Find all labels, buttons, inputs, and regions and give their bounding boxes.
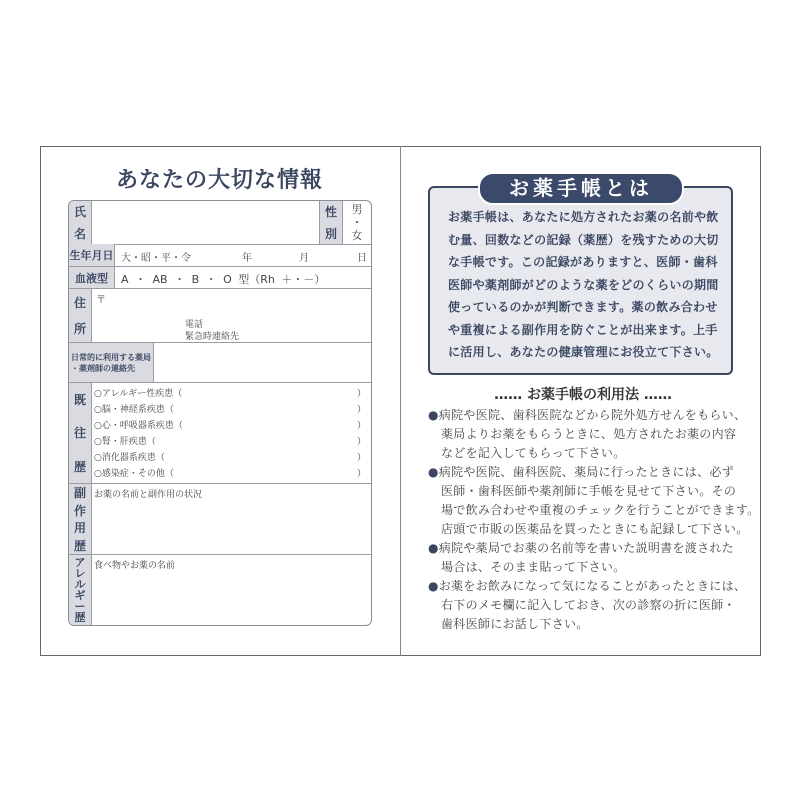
history-item: ○脳・神経系疾患（ — [94, 405, 174, 415]
sex-options[interactable]: 男 ・ 女 — [351, 203, 363, 242]
allergy-label: ア レ ル ギ ー 歴 — [69, 555, 92, 625]
pharmacy-label: 日常的に利用する薬局 ・薬剤師の連絡先 — [69, 343, 154, 382]
birthdate-row — [69, 244, 371, 267]
year-unit: 年 — [242, 253, 252, 264]
right-page-title: お薬手帳とは — [478, 172, 684, 205]
usage-line — [428, 406, 746, 423]
info-line: む量、回数などの記録（薬歴）を残すための大切 — [448, 232, 719, 247]
address-label: 住 所 — [69, 289, 92, 342]
birthdate-label: 生年月日 — [69, 244, 115, 266]
address-row — [69, 289, 371, 343]
era-options[interactable]: 大・昭・平・令 — [121, 253, 191, 264]
info-line: な手帳です。この記録がありますと、医師・歯科 — [448, 255, 718, 269]
usage-text: 右下のメモ欄に記入しておき、次の診察の折に医師・ — [441, 598, 736, 612]
usage-line — [428, 539, 734, 556]
bullet-icon: ● — [428, 541, 439, 555]
info-line: に活用し、あなたの健康管理にお役立て下さい。 — [448, 345, 719, 359]
left-page-title: あなたの大切な情報 — [115, 168, 323, 193]
usage-text: 場合は、そのまま貼って下さい。 — [441, 560, 626, 574]
page-divider — [400, 146, 401, 656]
blood-type-options[interactable]: A ・ AB ・ B ・ O 型（Rh ＋・－） — [121, 273, 326, 286]
usage-text: お薬をお飲みになって気になることがあったときには、 — [438, 579, 747, 593]
close-paren: ） — [357, 405, 367, 415]
pharmacy-row — [69, 343, 371, 383]
close-paren: ） — [357, 389, 367, 399]
phone-label: 電話 — [185, 320, 204, 330]
history-item: ○心・呼吸器系疾患（ — [94, 421, 183, 431]
name-label: 氏 名 — [69, 201, 92, 244]
usage-line — [441, 520, 749, 537]
close-paren: ） — [357, 469, 367, 479]
close-paren: ） — [357, 437, 367, 447]
usage-text: 薬局よりお薬をもらうときに、処方されたお薬の内容 — [441, 427, 737, 441]
name-row — [69, 201, 371, 245]
usage-title: …… お薬手帳の利用法 …… — [494, 387, 672, 403]
bullet-icon: ● — [428, 579, 439, 593]
blood-type-label: 血液型 — [69, 267, 115, 288]
bullet-icon: ● — [428, 465, 439, 479]
close-paren: ） — [357, 421, 367, 431]
info-line: お薬手帳は、あなたに処方されたお薬の名前や飲 — [448, 210, 719, 224]
side-effect-label: 副 作 用 歴 — [69, 484, 92, 554]
history-item: ○腎・肝疾患（ — [94, 437, 156, 447]
name-field[interactable] — [92, 201, 319, 244]
personal-info-form — [68, 200, 372, 626]
usage-line — [441, 596, 736, 613]
close-paren: ） — [357, 453, 367, 463]
info-line: 使っているのかが判断できます。薬の飲み合わせ — [448, 300, 718, 314]
usage-line — [441, 501, 759, 518]
usage-line — [441, 425, 736, 442]
bullet-icon: ● — [428, 408, 439, 422]
usage-line — [441, 615, 589, 632]
usage-text: 医師・歯科医師や薬剤師に手帳を見せて下さい。その — [441, 484, 737, 498]
usage-line — [428, 577, 746, 594]
about-notebook-box — [428, 186, 733, 375]
usage-text: 病院や医院、歯科医院、薬局に行ったときには、必ず — [438, 465, 734, 479]
info-line: 医師や薬剤師がどのような薬をどのくらいの期間 — [448, 277, 719, 292]
allergy-hint: 食べ物やお薬の名前 — [94, 561, 176, 571]
usage-line — [441, 444, 626, 461]
history-item: ○感染症・その他（ — [94, 469, 174, 479]
history-item: ○アレルギー性疾患（ — [94, 389, 183, 399]
side-effect-row — [69, 484, 371, 555]
usage-text: 場で飲み合わせや重複のチェックを行うことができます。 — [441, 503, 760, 517]
usage-line — [441, 482, 736, 499]
blood-type-row — [69, 267, 371, 289]
info-line: や重複による副作用を防ぐことが出来ます。上手 — [448, 322, 718, 337]
usage-text: 病院や医院、歯科医院などから院外処方せんをもらい、 — [438, 408, 747, 422]
usage-line — [428, 463, 734, 480]
day-unit: 日 — [357, 253, 367, 264]
medical-history-row — [69, 383, 371, 484]
usage-line — [441, 558, 626, 575]
allergy-row — [69, 555, 371, 625]
usage-text: 病院や薬局でお薬の名前等を書いた説明書を渡された — [438, 541, 734, 555]
emergency-contact-label: 緊急時連絡先 — [185, 332, 240, 342]
usage-text: 店頭で市販の医薬品を買ったときにも記録して下さい。 — [441, 522, 749, 536]
postal-mark: 〒 — [96, 295, 106, 306]
month-unit: 月 — [299, 253, 309, 264]
usage-text: 歯科医師にお話し下さい。 — [441, 617, 589, 631]
usage-text: などを記入してもらって下さい。 — [441, 446, 626, 460]
medical-history-label: 既 往 歴 — [69, 383, 92, 483]
sex-label: 性 別 — [319, 201, 343, 244]
side-effect-hint: お薬の名前と副作用の状況 — [94, 490, 203, 500]
history-item: ○消化器系疾患（ — [94, 453, 165, 463]
